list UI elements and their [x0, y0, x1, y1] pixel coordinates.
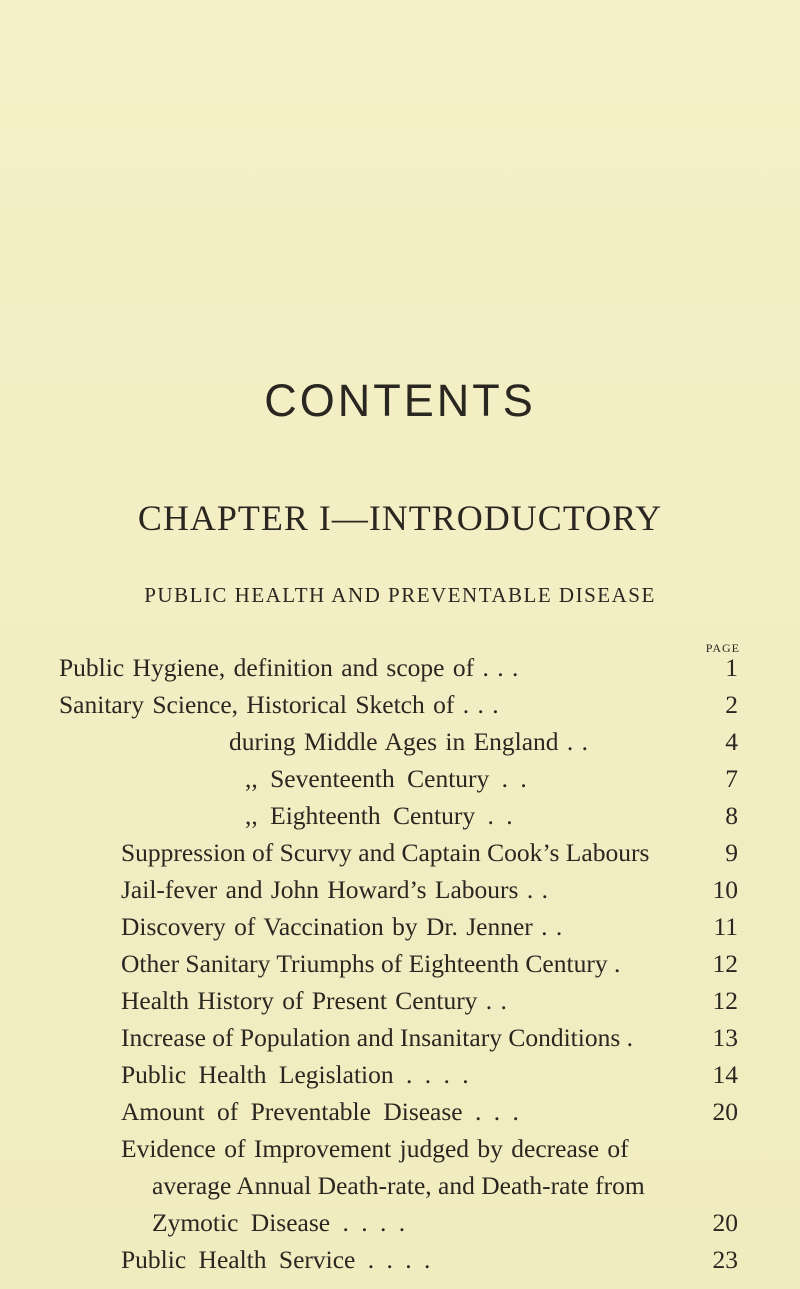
- toc-entry: [59, 692, 499, 718]
- toc-entry-text: Increase of Population and Insanitary Conditions .: [121, 1023, 634, 1052]
- toc-entry-text: Health History of Present Century . .: [121, 986, 507, 1015]
- toc-entry-page: 11: [713, 912, 738, 941]
- toc-entry: [59, 655, 518, 681]
- page-column-label: PAGE: [705, 641, 740, 655]
- toc-entry-text: Public Hygiene, definition and scope of . . .: [59, 653, 519, 682]
- toc-entry: [121, 1062, 469, 1088]
- toc-entry-text: Suppression of Scurvy and Captain Cook’s Labours: [121, 838, 650, 867]
- toc-entry-page: 23: [712, 1245, 738, 1274]
- toc-entry-text: Discovery of Vaccination by Dr. Jenner . .: [121, 912, 563, 941]
- toc-entry-text: Public Health Service . . . .: [121, 1245, 431, 1274]
- toc-entry: [229, 729, 588, 755]
- toc-entry-page: 4: [725, 727, 738, 756]
- toc-entry-page: 12: [712, 949, 738, 978]
- toc-entry-page: 9: [725, 838, 738, 867]
- toc-entry: [121, 877, 548, 903]
- toc-entry-text: Sanitary Science, Historical Sketch of . . .: [59, 690, 499, 719]
- toc-entry: [121, 840, 649, 866]
- toc-entry-text: average Annual Death-rate, and Death-rate from: [152, 1171, 645, 1200]
- toc-entry: [152, 1210, 405, 1236]
- chapter-heading: CHAPTER I—INTRODUCTORY: [137, 498, 663, 538]
- toc-entry: [121, 1136, 629, 1162]
- toc-entry: [121, 1099, 519, 1125]
- toc-entry: [121, 951, 620, 977]
- toc-entry: [121, 914, 562, 940]
- toc-entry-page: 14: [712, 1060, 738, 1089]
- toc-entry-text: ,, Eighteenth Century . .: [245, 801, 513, 830]
- toc-entry-text: during Middle Ages in England . .: [229, 727, 589, 756]
- toc-entry: [121, 1025, 633, 1051]
- toc-entry: [152, 1173, 645, 1199]
- toc-entry-page: 20: [712, 1097, 738, 1126]
- contents-title: CONTENTS: [264, 375, 536, 426]
- toc-entry-page: 12: [712, 986, 738, 1015]
- toc-entry-text: Jail-fever and John Howard’s Labours . .: [121, 875, 548, 904]
- toc-entry: [245, 803, 513, 829]
- toc-entry-text: Zymotic Disease . . . .: [152, 1208, 406, 1237]
- toc-entry-text: Public Health Legislation . . . .: [121, 1060, 469, 1089]
- toc-entry-text: Evidence of Improvement judged by decrease of: [121, 1134, 629, 1163]
- toc-entry-page: 2: [725, 690, 738, 719]
- toc-entry-page: 20: [712, 1208, 738, 1237]
- toc-entry: [245, 766, 527, 792]
- toc-entry-page: 10: [712, 875, 738, 904]
- toc-entry-page: 7: [725, 764, 738, 793]
- chapter-subtitle: PUBLIC HEALTH AND PREVENTABLE DISEASE: [144, 583, 656, 607]
- toc-entry-page: 8: [725, 801, 738, 830]
- toc-entry: [121, 988, 507, 1014]
- toc-entry-page: 13: [712, 1023, 738, 1052]
- toc-entry-text: Amount of Preventable Disease . . .: [121, 1097, 519, 1126]
- toc-entry: [121, 1247, 430, 1273]
- toc-entry-text: Other Sanitary Triumphs of Eighteenth Century .: [121, 949, 621, 978]
- toc-entry-text: ,, Seventeenth Century . .: [245, 764, 527, 793]
- toc-entry-page: 1: [725, 653, 738, 682]
